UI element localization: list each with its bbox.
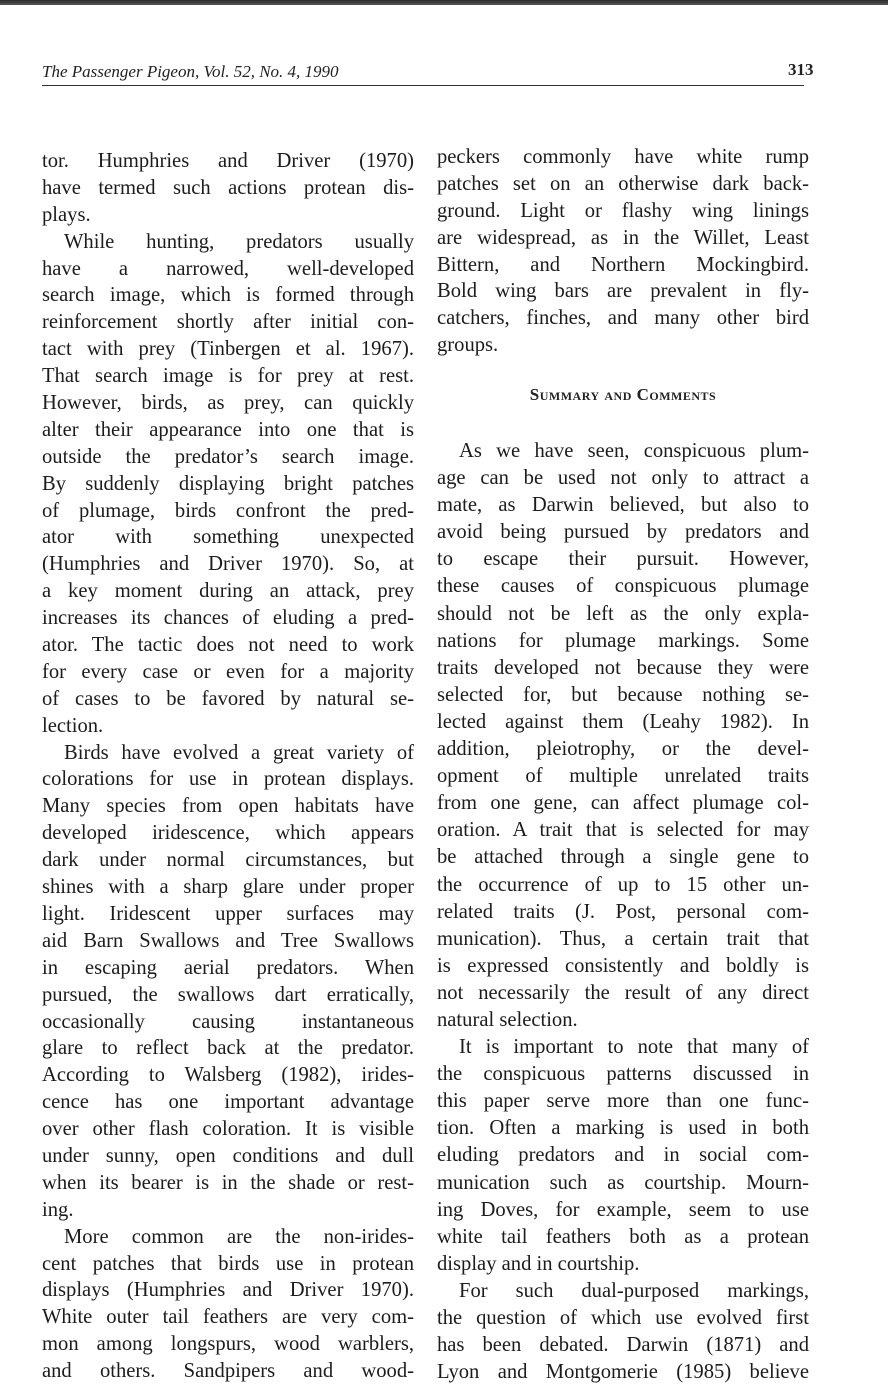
text-line: catchers, finches, and many other bird xyxy=(437,307,809,330)
header-rule xyxy=(42,85,804,86)
text-line: tion. Often a marking is used in both xyxy=(437,1117,809,1140)
paragraph xyxy=(437,1278,809,1386)
text-line: eluding predators and in social com- xyxy=(437,1144,809,1167)
text-line: should not be left as the only expla- xyxy=(437,602,809,625)
text-line: increases its chances of eluding a pred- xyxy=(42,607,414,630)
text-line: According to Walsberg (1982), irides- xyxy=(42,1064,414,1087)
text-line: ground. Light or flashy wing linings xyxy=(437,199,809,222)
text-line: ator. The tactic does not need to work xyxy=(42,634,414,657)
text-line: lection. xyxy=(42,714,104,737)
text-line: age can be used not only to attract a xyxy=(437,467,809,490)
text-line: search image, which is formed through xyxy=(42,284,414,307)
text-line: munication such as courtship. Mourn- xyxy=(437,1171,809,1194)
text-line: nations for plumage markings. Some xyxy=(437,629,809,652)
text-line: However, birds, as prey, can quickly xyxy=(42,392,414,415)
text-line: outside the predator’s search image. xyxy=(42,445,414,468)
text-line: to escape their pursuit. However, xyxy=(437,548,809,571)
text-line: Bold wing bars are prevalent in fly- xyxy=(437,280,809,303)
text-line: have termed such actions protean dis- xyxy=(42,176,414,199)
paragraph xyxy=(437,1034,809,1278)
text-line: be attached through a single gene to xyxy=(437,846,809,869)
text-line: glare to reflect back at the predator. xyxy=(42,1037,414,1060)
text-line: of plumage, birds confront the pred- xyxy=(42,499,414,522)
right-column-top xyxy=(437,144,809,359)
text-line: It is important to note that many of xyxy=(459,1036,809,1059)
text-line: ator with something unexpected xyxy=(42,526,414,549)
text-line: over other flash coloration. It is visible xyxy=(42,1118,414,1141)
text-line: and others. Sandpipers and wood- xyxy=(42,1360,414,1383)
text-line: reinforcement shortly after initial con- xyxy=(42,311,414,334)
text-line: patches set on an otherwise dark back- xyxy=(437,172,809,195)
paragraph xyxy=(42,1224,414,1385)
text-line: for every case or even for a majority xyxy=(42,660,414,683)
text-line: this paper serve more than one func- xyxy=(437,1090,809,1113)
text-line: cence has one important advantage xyxy=(42,1091,414,1114)
text-line: the conspicuous patterns discussed in xyxy=(437,1063,809,1086)
text-line: is expressed consistently and boldly is xyxy=(437,954,809,977)
text-line: pursued, the swallows dart erratically, xyxy=(42,983,414,1006)
text-line: traits developed not because they were xyxy=(437,656,809,679)
text-line: not necessarily the result of any direct xyxy=(437,981,809,1004)
text-line: lected against them (Leahy 1982). In xyxy=(437,710,809,733)
text-line: ing. xyxy=(42,1198,74,1221)
paragraph xyxy=(42,148,414,229)
text-line: have a narrowed, well-developed xyxy=(42,257,414,280)
text-line: occasionally causing instantaneous xyxy=(42,1010,414,1033)
text-line: (Humphries and Driver 1970). So, at xyxy=(42,553,414,576)
text-line: are widespread, as in the Willet, Least xyxy=(437,226,809,249)
text-line: has been debated. Darwin (1871) and xyxy=(437,1334,809,1357)
text-line: ing Doves, for example, seem to use xyxy=(437,1198,809,1221)
text-line: Birds have evolved a great variety of xyxy=(64,741,414,764)
text-line: a key moment during an attack, prey xyxy=(42,580,414,603)
text-line: groups. xyxy=(437,334,499,357)
text-line: natural selection. xyxy=(437,1008,578,1031)
text-line: display and in courtship. xyxy=(437,1252,640,1275)
text-line: While hunting, predators usually xyxy=(64,230,414,253)
text-line: plays. xyxy=(42,203,91,226)
text-line: That search image is for prey at rest. xyxy=(42,365,414,388)
paragraph xyxy=(42,740,414,1224)
text-line: related traits (J. Post, personal com- xyxy=(437,900,809,923)
text-line: shines with a sharp glare under proper xyxy=(42,876,414,899)
paragraph xyxy=(437,438,809,1034)
running-head: The Passenger Pigeon, Vol. 52, No. 4, 1990 xyxy=(42,62,339,81)
text-line: oration. A trait that is selected for may xyxy=(437,819,809,842)
text-line: selected for, but because nothing se- xyxy=(437,683,809,706)
text-line: avoid being pursued by predators and xyxy=(437,521,809,544)
left-column xyxy=(42,148,414,1385)
text-line: the occurrence of up to 15 other un- xyxy=(437,873,809,896)
text-line: As we have seen, conspicuous plum- xyxy=(459,440,809,462)
text-line: Many species from open habitats have xyxy=(42,795,414,818)
text-line: colorations for use in protean displays. xyxy=(42,768,414,791)
text-line: tor. Humphries and Driver (1970) xyxy=(42,150,414,172)
text-line: these causes of conspicuous plumage xyxy=(437,575,809,598)
text-line: white tail feathers both as a protean xyxy=(437,1225,809,1248)
text-line: mate, as Darwin believed, but also to xyxy=(437,494,809,517)
right-column-section xyxy=(437,438,809,1386)
text-line: tact with prey (Tinbergen et al. 1967). xyxy=(42,338,414,361)
scan-edge-bar xyxy=(0,0,888,5)
text-line: of cases to be favored by natural se- xyxy=(42,687,414,710)
text-line: under sunny, open conditions and dull xyxy=(42,1144,414,1167)
text-line: Bittern, and Northern Mockingbird. xyxy=(437,253,809,276)
text-line: alter their appearance into one that is xyxy=(42,418,414,441)
text-line: developed iridescence, which appears xyxy=(42,822,414,845)
text-line: light. Iridescent upper surfaces may xyxy=(42,902,414,925)
text-line: displays (Humphries and Driver 1970). xyxy=(42,1279,414,1302)
text-line: For such dual-purposed markings, xyxy=(459,1279,809,1302)
text-line: cent patches that birds use in protean xyxy=(42,1252,414,1275)
text-line: in escaping aerial predators. When xyxy=(42,956,414,979)
text-line: from one gene, can affect plumage col- xyxy=(437,792,809,815)
paragraph xyxy=(42,229,414,740)
page-number: 313 xyxy=(788,60,814,79)
paragraph xyxy=(437,144,809,359)
text-line: the question of which use evolved first xyxy=(437,1307,809,1329)
text-line: mon among longspurs, wood warblers, xyxy=(42,1333,414,1356)
section-heading: Summary and Comments xyxy=(529,385,717,404)
text-line: peckers commonly have white rump xyxy=(437,146,809,168)
text-line: White outer tail feathers are very com- xyxy=(42,1306,414,1329)
text-line: addition, pleiotrophy, or the devel- xyxy=(437,738,809,761)
text-line: opment of multiple unrelated traits xyxy=(437,765,809,788)
text-line: munication). Thus, a certain trait that xyxy=(437,927,809,950)
text-line: when its bearer is in the shade or rest- xyxy=(42,1171,414,1194)
text-line: dark under normal circumstances, but xyxy=(42,849,414,872)
text-line: By suddenly displaying bright patches xyxy=(42,472,414,495)
text-line: More common are the non-irides- xyxy=(64,1225,414,1248)
text-line: Lyon and Montgomerie (1985) believe xyxy=(437,1361,809,1384)
text-line: aid Barn Swallows and Tree Swallows xyxy=(42,929,414,952)
